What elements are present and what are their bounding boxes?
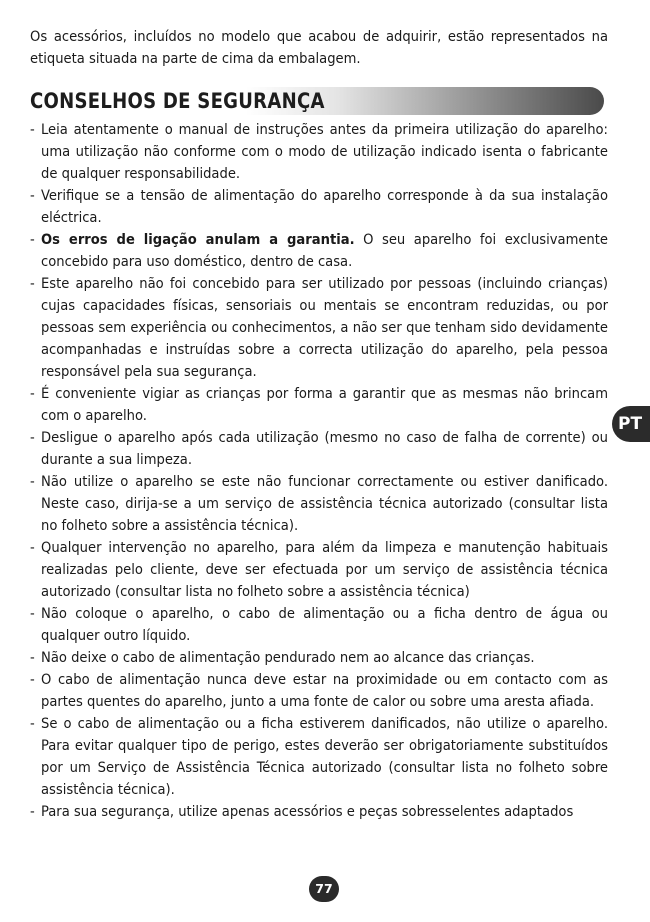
language-tab-label: PT [618, 414, 643, 434]
item-text: Este aparelho não foi concebido para ser utilizado por pessoas (incluindo crianças) cujas capacidades físicas, sensoriais ou mentais se encontram reduzidas, ou por pessoas sem experiência ou conhecimentos, a não ser que tenham sido devidamente acompanhadas e instruídas sobre a correcta utilização do aparelho, pela pessoa responsável pela sua segurança. [41, 275, 608, 380]
bullet-dash: - [30, 715, 35, 732]
safety-rules-list [30, 119, 608, 823]
language-tab-badge [612, 406, 650, 442]
list-item [30, 273, 608, 383]
item-text: Não deixe o cabo de alimentação pendurado nem ao alcance das crianças. [41, 649, 535, 666]
item-text: Qualquer intervenção no aparelho, para além da limpeza e manutenção habituais realizadas pelo cliente, deve ser efectuada por um serviço de assistência técnica autorizado (consultar lista no folheto sobre a assistência técnica) [41, 539, 608, 600]
page-number: 77 [309, 876, 339, 902]
list-item [30, 669, 608, 713]
bullet-dash: - [30, 121, 35, 138]
item-text: Desligue o aparelho após cada utilização (mesmo no caso de falha de corrente) ou durante a sua limpeza. [41, 429, 608, 468]
bullet-dash: - [30, 275, 35, 292]
list-item [30, 471, 608, 537]
list-item [30, 603, 608, 647]
item-text: Não coloque o aparelho, o cabo de alimentação ou a ficha dentro de água ou qualquer outro líquido. [41, 605, 608, 644]
list-item [30, 383, 608, 427]
section-header-banner [26, 87, 604, 115]
item-text: Se o cabo de alimentação ou a ficha estiverem danificados, não utilize o aparelho. Para evitar qualquer tipo de perigo, estes deverão ser obrigatoriamente substituídos por um Serviço de Assistência Técnica autorizado (consultar lista no folheto sobre assistência técnica). [41, 715, 608, 798]
bullet-dash: - [30, 649, 35, 666]
bullet-dash: - [30, 605, 35, 622]
item-text: É conveniente vigiar as crianças por forma a garantir que as mesmas não brincam com o aparelho. [41, 385, 608, 424]
intro-paragraph: Os acessórios, incluídos no modelo que acabou de adquirir, estão representados na etiqueta situada na parte de cima da embalagem. [30, 28, 608, 67]
list-item [30, 229, 608, 273]
list-item [30, 427, 608, 471]
item-text: Para sua segurança, utilize apenas acessórios e peças sobresselentes adaptados [41, 803, 574, 820]
item-text: Não utilize o aparelho se este não funcionar correctamente ou estiver danificado. Neste caso, dirija-se a um serviço de assistência técnica autorizado (consultar lista no folheto sobre a assistência técnica). [41, 473, 608, 534]
bullet-dash: - [30, 187, 35, 204]
bullet-dash: - [30, 473, 35, 490]
item-text: Leia atentamente o manual de instruções antes da primeira utilização do aparelho: uma utilização não conforme com o modo de utilização indicado isenta o fabricante de qualquer responsabilidade. [41, 121, 608, 182]
list-item [30, 647, 608, 669]
bullet-dash: - [30, 231, 35, 248]
list-item [30, 537, 608, 603]
list-item [30, 119, 608, 185]
list-item [30, 185, 608, 229]
bullet-dash: - [30, 385, 35, 402]
item-text: Verifique se a tensão de alimentação do aparelho corresponde à da sua instalação eléctrica. [41, 187, 608, 226]
bullet-dash: - [30, 539, 35, 556]
item-text: O cabo de alimentação nunca deve estar na proximidade ou em contacto com as partes quentes do aparelho, junto a uma fonte de calor ou sobre uma aresta afiada. [41, 671, 608, 710]
section-title: CONSELHOS DE SEGURANÇA [30, 89, 325, 113]
bullet-dash: - [30, 803, 35, 820]
list-item [30, 713, 608, 801]
bullet-dash: - [30, 429, 35, 446]
bullet-dash: - [30, 671, 35, 688]
item-text: O seu aparelho foi exclusivamente concebido para uso doméstico, dentro de casa. [41, 231, 608, 270]
list-item [30, 801, 608, 823]
item-lead: Os erros de ligação anulam a garantia. [41, 231, 355, 248]
